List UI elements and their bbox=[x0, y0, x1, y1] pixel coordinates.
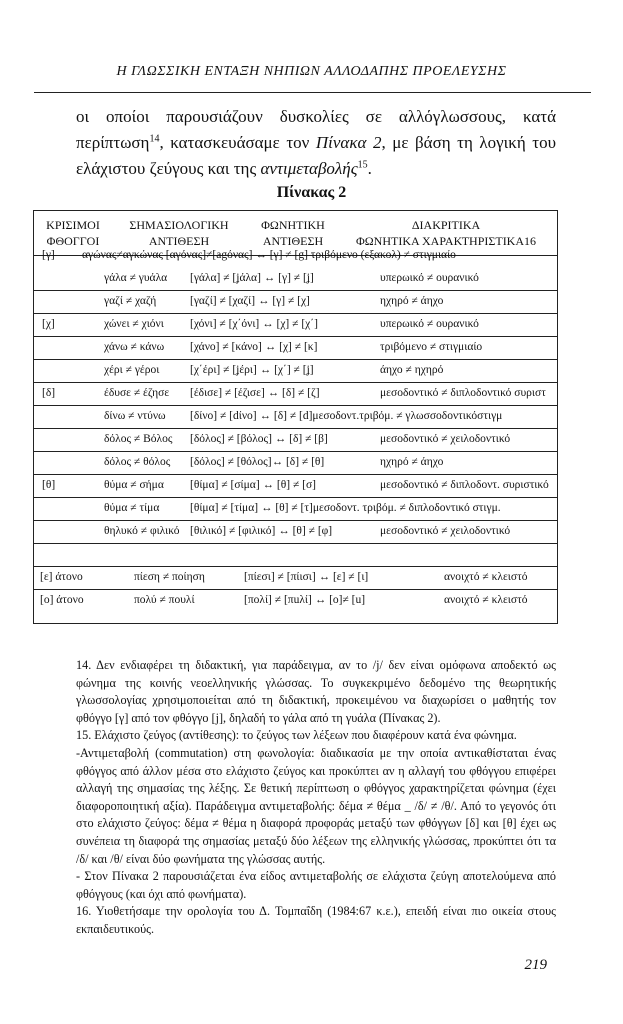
intro-italic-term: αντιμεταβολής bbox=[260, 159, 358, 178]
intro-text-1: οι οποίοι παρουσιάζουν δυσκολίες σε αλλόγλωσσους, κατά περίπτωση bbox=[76, 107, 556, 152]
footnotes bbox=[76, 657, 556, 939]
table-cell: [έδισε] ≠ [έζισε] ↔ [δ] ≠ [ζ] bbox=[190, 387, 320, 399]
header-label: ΦΘΟΓΓΟΙ bbox=[46, 234, 100, 248]
intro-text-3: , με βάση τη λογική του ελάχιστου ζεύγους και της bbox=[76, 133, 556, 178]
table-cell: δόλος ≠ Βόλος bbox=[104, 433, 173, 445]
table-cell: [δόλος] ≠ [θόλος]↔ [δ] ≠ [θ] bbox=[190, 456, 325, 468]
table-cell: [θίμα] ≠ [τίμα] ↔ [θ] ≠ [τ]μεσοδοντ. τριβόμ. ≠ διπλοδοντικό στιγμ. bbox=[190, 502, 501, 514]
table-cell: ηχηρό ≠ άηχο bbox=[380, 295, 444, 307]
table-cell: υπερωικό ≠ ουρανικό bbox=[380, 272, 479, 284]
contrast-table bbox=[33, 210, 558, 624]
intro-paragraph bbox=[76, 104, 556, 182]
table-row bbox=[34, 290, 557, 314]
header-label: ΚΡΙΣΙΜΟΙ bbox=[46, 218, 100, 232]
footnote-ref-14: 14 bbox=[149, 133, 160, 145]
table-cell: [χ΄έρι] ≠ [ʝέρι] ↔ [χ΄] ≠ [ʝ] bbox=[190, 364, 314, 376]
table-cell: άηχο ≠ ηχηρό bbox=[380, 364, 444, 376]
table-row bbox=[34, 313, 557, 337]
table-row bbox=[34, 589, 557, 612]
header-label: ΦΩΝΗΤΙΚΗ bbox=[261, 218, 325, 232]
table-cell: [ο] άτονο bbox=[40, 594, 84, 606]
running-head: Η ΓΛΩΣΣΙΚΗ ΕΝΤΑΞΗ ΝΗΠΙΩΝ ΑΛΛΟΔΑΠΗΣ ΠΡΟΕΛΕΥΣΗΣ bbox=[116, 64, 507, 79]
table-cell: πολύ ≠ πουλί bbox=[134, 594, 195, 606]
intro-text-4: . bbox=[367, 159, 372, 178]
table-cell: χώνει ≠ χιόνι bbox=[104, 318, 164, 330]
table-row bbox=[34, 451, 557, 475]
table-cell: τριβόμενο ≠ στιγμιαίο bbox=[380, 341, 483, 353]
table-cell: έδυσε ≠ έζησε bbox=[104, 387, 170, 399]
table-cell: ηχηρό ≠ άηχο bbox=[380, 456, 444, 468]
header-label: ΦΩΝΗΤΙΚΑ ΧΑΡΑΚΤΗΡΙΣΤΙΚΑ16 bbox=[355, 234, 537, 248]
table-cell: θύμα ≠ τίμα bbox=[104, 502, 160, 514]
header-label: ΑΝΤΙΘΕΣΗ bbox=[148, 234, 210, 248]
table-cell: γαζί ≠ χαζή bbox=[104, 295, 157, 307]
table-cell: υπερωικό ≠ ουρανικό bbox=[380, 318, 479, 330]
table-row bbox=[34, 543, 557, 567]
table-cell: [γαζί] ≠ [χαζί] ↔ [γ] ≠ [χ] bbox=[190, 295, 310, 307]
table-cell: [χόνι] ≠ [χ΄όνι] ↔ [χ] ≠ [χ΄] bbox=[190, 318, 318, 330]
table-row bbox=[34, 336, 557, 360]
table-cell: [χ] bbox=[42, 318, 55, 330]
table-cell: [θιλικό] ≠ [φιλικό] ↔ [θ] ≠ [φ] bbox=[190, 525, 333, 537]
table-row bbox=[34, 359, 557, 383]
table-cell: θηλυκό ≠ φιλικό bbox=[104, 525, 180, 537]
table-row bbox=[34, 566, 557, 590]
header-rule bbox=[34, 92, 591, 93]
table-cell: ανοιχτό ≠ κλειστό bbox=[444, 571, 528, 583]
intro-italic-table: Πίνακα 2 bbox=[315, 133, 382, 152]
table-cell: μεσοδοντικό ≠ διπλοδοντ. συριστικό bbox=[380, 479, 549, 491]
table-cell: [ε] άτονο bbox=[40, 571, 83, 583]
header-label: ΣΗΜΑΣΙΟΛΟΓΙΚΗ bbox=[129, 218, 229, 232]
page-number: 219 bbox=[524, 957, 547, 973]
table-cell: [γ] bbox=[42, 249, 55, 261]
table-row bbox=[34, 497, 557, 521]
table-row bbox=[34, 520, 557, 544]
table-cell: [πολί] ≠ [πuλί] ↔ [o]≠ [u] bbox=[244, 594, 366, 606]
table-cell: [γάλα] ≠ [ʝάλα] ↔ [γ] ≠ [ʝ] bbox=[190, 272, 314, 284]
table-row bbox=[34, 428, 557, 452]
header-label: ΔΙΑΚΡΙΤΙΚΑ bbox=[411, 218, 481, 232]
footnote-14: 14. Δεν ενδιαφέρει τη διδακτική, για παράδειγμα, αν το /j/ δεν είναι ομόφωνα αποδεκτό ως φώνημα της κοινής νεοελληνικής γλώσσας. Το συγκεκριμένο δεδομένο της θεωρητικής γλωσσολογίας χρησιμοποιείται από τη διδακτική, προκειμένου να διαχωρίσει ο μαθητής τον φθόγγο [γ] από τον φθόγγο [j], δηλαδή το γάλα από τη γυάλα (Πίνακας 2). bbox=[76, 658, 556, 725]
table-cell: μεσοδοντικό ≠ διπλοδοντικό συριστ bbox=[380, 387, 546, 399]
table-row bbox=[34, 244, 557, 267]
table-cell: μεσοδοντικό ≠ χειλοδοντικό bbox=[380, 433, 511, 445]
table-cell: [δ] bbox=[42, 387, 56, 399]
footnote-15: 15. Ελάχιστο ζεύγος (αντίθεσης): το ζεύγος των λέξεων που διαφέρουν κατά ένα φώνημα. bbox=[76, 728, 517, 743]
table-cell: θύμα ≠ σήμα bbox=[104, 479, 164, 491]
table-cell: μεσοδοντικό ≠ χειλοδοντικό bbox=[380, 525, 511, 537]
table-cell: [θίμα] ≠ [σίμα] ↔ [θ] ≠ [σ] bbox=[190, 479, 316, 491]
table-cell: χέρι ≠ γέροι bbox=[104, 364, 160, 376]
table-title: Πίνακας 2 bbox=[276, 184, 347, 201]
table-cell: [χάνο] ≠ [κάνο] ↔ [χ] ≠ [κ] bbox=[190, 341, 318, 353]
header-label: ΑΝΤΙΘΕΣΗ bbox=[262, 234, 324, 248]
table-row bbox=[34, 474, 557, 498]
table-cell: γάλα ≠ γυάλα bbox=[104, 272, 168, 284]
footnote-16: 16. Υιοθετήσαμε την ορολογία του Δ. Τομπαΐδη (1984:67 κ.ε.), επειδή είναι πιο οικεία στους εκπαιδευτικούς. bbox=[76, 904, 556, 936]
table-cell: αγώνας≠αγκώνας [αγόνας]≠[agόνας] ↔ [γ] ≠ [g] τριβόμενο (εξακολ) ≠ στιγμιαίο bbox=[82, 249, 456, 261]
table-row bbox=[34, 382, 557, 406]
footnote-ref-15: 15 bbox=[357, 159, 368, 171]
table-cell: [δόλος] ≠ [βόλος] ↔ [δ] ≠ [β] bbox=[190, 433, 328, 445]
footnote-15-note: - Στον Πίνακα 2 παρουσιάζεται ένα είδος αντιμεταβολής σε ελάχιστα ζεύγη αποτελούμενα από φθόγγους (και όχι από φωνήματα). bbox=[76, 869, 556, 901]
table-cell: δίνω ≠ ντύνω bbox=[104, 410, 166, 422]
table-cell: χάνω ≠ κάνω bbox=[104, 341, 165, 353]
intro-text-2: , κατασκευάσαμε τον bbox=[159, 133, 316, 152]
table-cell: [θ] bbox=[42, 479, 56, 491]
footnote-15-commutation: -Αντιμεταβολή (commutation) στη φωνολογία: διαδικασία με την οποία αντικαθίσταται ένας φθόγγος από άλλον μέσα στο ελάχιστο ζεύγος και προκύπτει αν η αλλαγή του φθόγγου επιφέρει αλλαγή της σημασίας της λέξης. Σε θετική περίπτωση ο φθόγγος χαρακτηρίζεται φώνημα (έχει διαφοροποιητική αξία). Παράδειγμα αντιμεταβολής: δέμα ≠ θέμα _ /δ/ ≠ /θ/. Από το γεγονός ότι στο ελάχιστο ζεύγος: δέμα ≠ θέμα η διαφορά προφοράς μεταξύ των φθόγγων [δ] και [θ] έχει ως συνέπεια τη διαφορά της σημασίας μεταξύ δύο λέξεων της ελληνικής γλώσσας, προκύπτει ότι τα /δ/ και /θ/ είναι δύο φωνήματα της γλώσσας αυτής. bbox=[76, 745, 556, 866]
table-cell: [πίεσι] ≠ [πίισι] ↔ [ε] ≠ [ι] bbox=[244, 571, 369, 583]
table-cell: δόλος ≠ θόλος bbox=[104, 456, 171, 468]
table-row bbox=[34, 405, 557, 429]
table-row bbox=[34, 267, 557, 291]
table-cell: πίεση ≠ ποίηση bbox=[134, 571, 205, 583]
table-cell: ανοιχτό ≠ κλειστό bbox=[444, 594, 528, 606]
table-cell: [δίνο] ≠ [dίνο] ↔ [δ] ≠ [d]μεσοδοντ.τριβόμ. ≠ γλωσσοδοντικόστιγμ bbox=[190, 410, 503, 422]
